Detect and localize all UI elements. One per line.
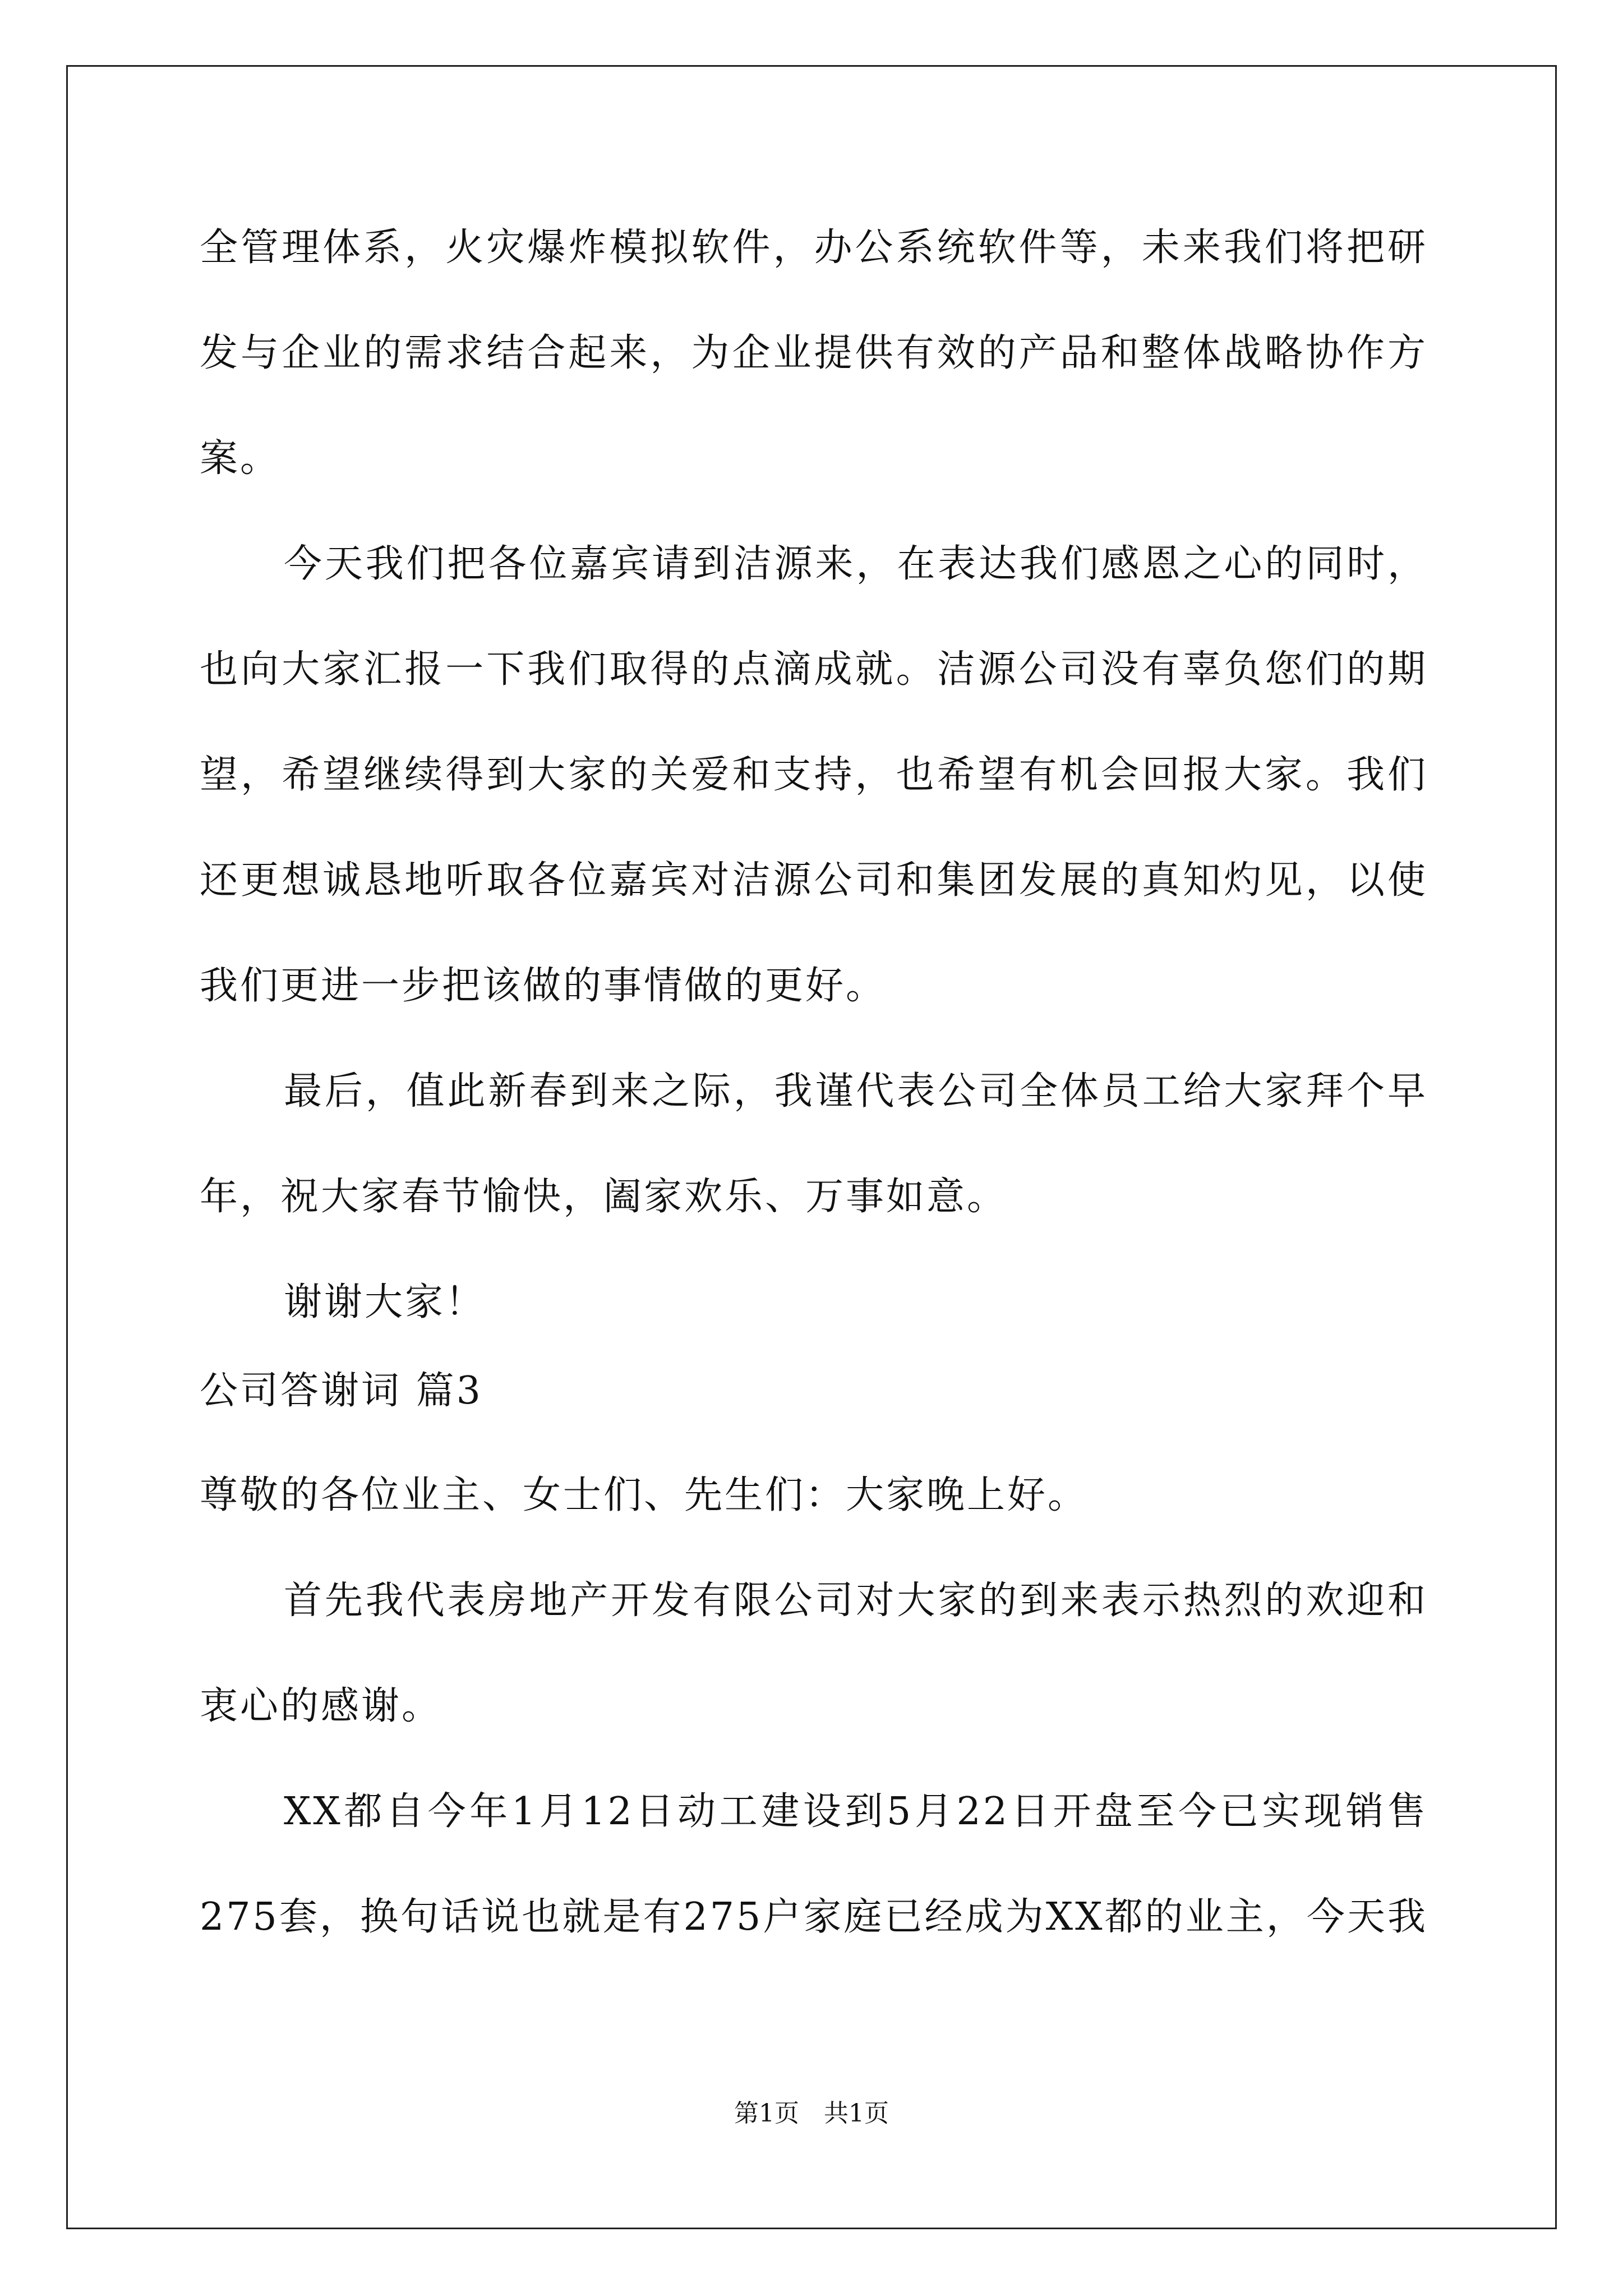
body-text-line: 还更想诚恳地听取各位嘉宾对洁源公司和集团发展的真知灼见，以使	[200, 858, 1428, 903]
body-text-line: 衷心的感谢。	[200, 1684, 442, 1728]
body-text-line: 发与企业的需求结合起来，为企业提供有效的产品和整体战略协作方	[200, 331, 1428, 375]
section-heading: 公司答谢词 篇3	[200, 1369, 483, 1413]
body-text-line: 年，祝大家春节愉快，阖家欢乐、万事如意。	[200, 1175, 1008, 1219]
salutation-line: 尊敬的各位业主、女士们、先生们：大家晚上好。	[200, 1473, 1089, 1517]
paragraph-start-line: XX都自今年1月12日动工建设到5月22日开盘至今已实现销售	[284, 1789, 1428, 1834]
body-text-line: 全管理体系，火灾爆炸模拟软件，办公系统软件等，未来我们将把研	[200, 226, 1428, 270]
body-text-line: 我们更进一步把该做的事情做的更好。	[200, 964, 887, 1008]
body-text-line: 案。	[200, 436, 281, 481]
paragraph-start-line: 最后，值此新春到来之际，我谨代表公司全体员工给大家拜个早	[284, 1069, 1428, 1114]
body-text-line: 275套，换句话说也就是有275户家庭已经成为XX都的业主，今天我	[200, 1895, 1428, 1939]
body-text-line: 也向大家汇报一下我们取得的点滴成就。洁源公司没有辜负您们的期	[200, 647, 1428, 692]
paragraph-start-line: 今天我们把各位嘉宾请到洁源来，在表达我们感恩之心的同时，	[284, 542, 1428, 586]
body-text-line: 望，希望继续得到大家的关爱和支持，也希望有机会回报大家。我们	[200, 753, 1428, 797]
paragraph-start-line: 首先我代表房地产开发有限公司对大家的到来表示热烈的欢迎和	[284, 1579, 1428, 1623]
paragraph-start-line: 谢谢大家！	[284, 1280, 486, 1324]
page-footer: 第1页 共1页	[734, 2099, 889, 2128]
